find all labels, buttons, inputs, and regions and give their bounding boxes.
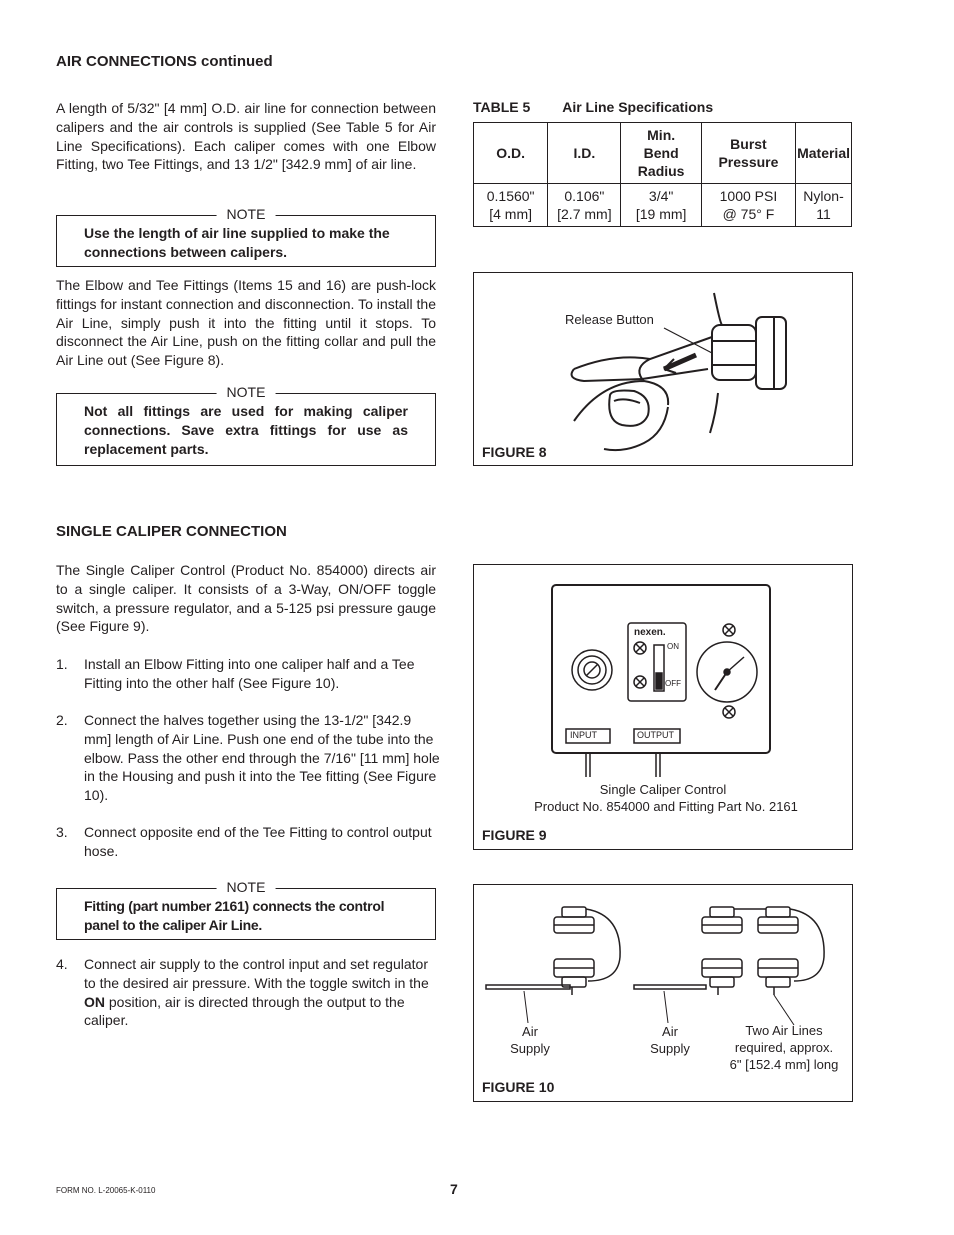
cell-line: [19 mm] [635, 206, 687, 222]
table-caption [473, 99, 713, 115]
air-supply-label: Air [662, 1024, 678, 1039]
table-title: Air Line Specifications [562, 99, 714, 115]
note-label: NOTE [217, 206, 276, 222]
cell-line: [2.7 mm] [557, 206, 612, 222]
cell-line: @ 75° F [722, 206, 775, 222]
note-text: Not all fittings are used for making caliper connections. Save extra fittings for use as replacement parts. [84, 403, 408, 457]
figure-caption-line: Product No. 854000 and Fitting Part No. 2161 [534, 799, 798, 814]
table-cell [621, 184, 701, 227]
paragraph-single-caliper-intro: The Single Caliper Control (Product No. 854000) directs air to a single caliper. It consists of a 3-Way, ON/OFF toggle switch, a pressure regulator, and a 5-125 psi pressure gauge (See Figure 9). [56, 562, 436, 635]
step-number: 3. [56, 824, 68, 840]
air-lines-note: required, approx. [734, 1040, 834, 1055]
air-line-spec-table [473, 122, 852, 227]
step-text [84, 955, 440, 1030]
figure-label: FIGURE 9 [482, 827, 547, 843]
cell-line: 3/4" [648, 188, 674, 204]
paragraph-fittings: The Elbow and Tee Fittings (Items 15 and 16) are push-lock fittings for instant connection and disconnection. To install the Air Line, simply push it into the fitting until it stops. To disconnect the Air Line, push on the fitting collar and pull the Air Line out (See Figure 8). [56, 277, 436, 369]
note-box-2 [56, 384, 436, 466]
step-text: Install an Elbow Fitting into one caliper half and a Tee Fitting into the other half (See Figure 10). [84, 656, 415, 691]
step-text: Connect opposite end of the Tee Fitting to control output hose. [84, 824, 432, 859]
cell-line: 0.106" [564, 188, 605, 204]
figure-8 [473, 272, 853, 466]
step-number: 2. [56, 712, 68, 728]
air-supply-label: Air [522, 1024, 538, 1039]
step-text-part: position, air is directed through the output to the caliper. [84, 993, 405, 1029]
table-row [474, 184, 852, 227]
step-number: 1. [56, 656, 68, 672]
figure-label: FIGURE 8 [482, 444, 547, 460]
table-cell [796, 184, 852, 227]
note-box-3 [56, 879, 436, 940]
input-label: INPUT [570, 730, 597, 740]
cell-line: 0.1560" [486, 188, 535, 204]
table-cell [701, 184, 795, 227]
note-box-1 [56, 206, 436, 267]
figure-10 [473, 884, 853, 1102]
note-label: NOTE [217, 384, 276, 400]
table-header-row [474, 123, 852, 184]
table-header-cell: Material [796, 123, 852, 184]
step-number: 4. [56, 956, 68, 972]
table-header-cell: I.D. [548, 123, 621, 184]
air-lines-note: 6" [152.4 mm] long [729, 1057, 839, 1072]
paragraph-air-line-intro: A length of 5/32" [4 mm] O.D. air line for connection between calipers and the air controls is supplied (See Table 5 for Air Line Specifications). Each caliper comes with one Elbow Fitting, two Tee Fittings, and 13 1/2" [342.9 mm] of air line. [56, 100, 436, 173]
air-supply-label: Supply [650, 1041, 690, 1056]
release-button-callout: Release Button [565, 312, 654, 327]
table-label: TABLE 5 [473, 99, 531, 115]
figure-9 [473, 564, 853, 850]
air-supply-label: Supply [510, 1041, 550, 1056]
air-lines-note: Two Air Lines [745, 1023, 823, 1038]
cell-line: Nylon-11 [803, 188, 844, 222]
output-label: OUTPUT [637, 730, 674, 740]
table-header-cell: Burst Pressure [701, 123, 795, 184]
note-label: NOTE [217, 879, 276, 895]
form-number: FORM NO. L-20065-K-0110 [56, 1186, 156, 1195]
note-text: Fitting (part number 2161) connects the control panel to the caliper Air Line. [84, 898, 385, 933]
step-text: Connect the halves together using the 13-1/2" [342.9 mm] length of Air Line. Push one end of the tube into the elbow. Pass the other end through the 7/16" [11 mm] hole in the Housing and push it into the Tee fitting (See Figure 10). [84, 712, 440, 804]
step-text-bold: ON [84, 993, 105, 1010]
page-number: 7 [450, 1181, 458, 1197]
note-text: Use the length of air line supplied to make the connections between calipers. [84, 225, 390, 260]
off-label: OFF [665, 679, 681, 688]
push-lock-fitting-illustration [474, 273, 852, 465]
on-label: ON [667, 642, 679, 651]
table-cell [474, 184, 548, 227]
figure-caption-line: Single Caliper Control [599, 782, 727, 797]
section-title-single-caliper: SINGLE CALIPER CONNECTION [56, 523, 287, 540]
cell-line: [4 mm] [489, 206, 533, 222]
section-title-air-connections: AIR CONNECTIONS continued [56, 53, 273, 70]
brand-logo: nexen. [634, 627, 666, 638]
table-header-cell: Min. Bend Radius [621, 123, 701, 184]
table-cell [548, 184, 621, 227]
figure-label: FIGURE 10 [482, 1079, 555, 1095]
table-header-cell: O.D. [474, 123, 548, 184]
cell-line: 1000 PSI [719, 188, 778, 204]
step-text-part: Connect air supply to the control input and set regulator to the desired air pressure. With the toggle switch in the [84, 956, 429, 991]
